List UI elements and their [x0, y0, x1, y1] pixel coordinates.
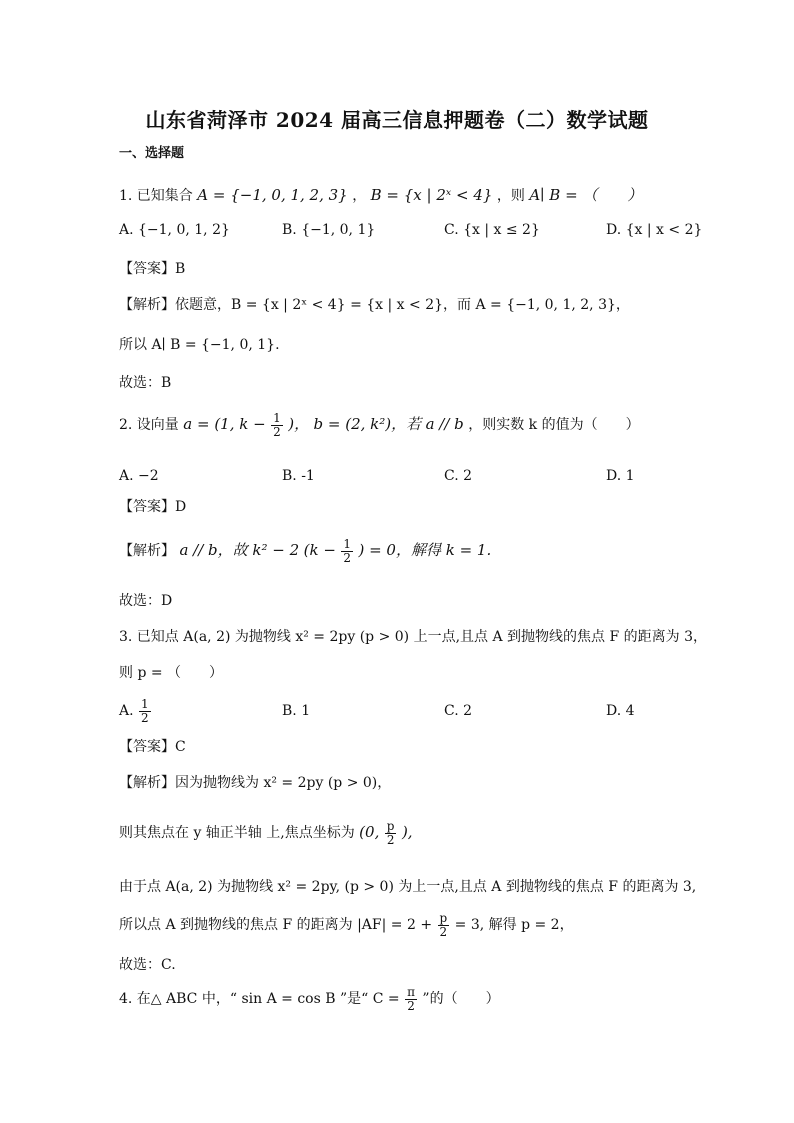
q3-analysis-2-post: ), [401, 823, 413, 842]
q4-frac-den: 2 [407, 998, 415, 1013]
q3-analysis-4 [119, 912, 574, 938]
q3-conclusion: 故选：C. [119, 957, 176, 973]
page-title: 山东省菏泽市 2024 届高三信息押题卷（二）数学试题 [145, 108, 649, 132]
q3-option-a-fraction [139, 698, 151, 724]
q3-option-a-num: 1 [141, 697, 149, 711]
q1-analysis-2: 所以 A∣ B = {−1, 0, 1}. [119, 337, 280, 353]
q4-fraction [405, 986, 417, 1012]
q3-analysis-4-num: p [439, 911, 448, 925]
q2-vec-b: b = (2, k²)，若 [313, 415, 422, 434]
q3-analysis-4-den: 2 [439, 924, 448, 939]
question-3-stem-2: 则 p = （ ） [119, 665, 224, 681]
q2-analysis-frac-num: 1 [343, 537, 351, 551]
q1-set-a: A = {−1, 0, 1, 2, 3} [197, 186, 348, 204]
q1-option-d: D. {x | x < 2} [606, 222, 703, 238]
q2-fraction [271, 412, 283, 438]
q3-analysis-2-num: p [386, 819, 395, 833]
q4-stem-pre: 4. 在△ ABC 中，“ sin A = cos B ”是“ C = [119, 991, 400, 1008]
q1-option-b: B. {−1, 0, 1} [282, 222, 376, 238]
q2-analysis [119, 538, 491, 564]
q2-option-a: A. −2 [119, 468, 159, 484]
q2-option-d: D. 1 [606, 468, 635, 484]
q3-answer: 【答案】C [119, 739, 186, 755]
q2-analysis-pre: 【解析】 [119, 543, 175, 560]
q1-ask: A∣ B = （ ） [529, 186, 643, 204]
q2-analysis-frac-pre: (k − [303, 541, 336, 560]
q4-frac-num: π [407, 985, 415, 999]
q2-option-c: C. 2 [444, 468, 473, 484]
q3-analysis-1: 【解析】因为抛物线为 x² = 2py (p > 0)， [119, 775, 392, 791]
q1-set-b: B = {x | 2ˣ < 4} [370, 186, 493, 204]
q1-stem-a: 1. 已知集合 [119, 188, 193, 204]
q3-analysis-4-pre: 所以点 A 到抛物线的焦点 F 的距离为 |AF| = 2 + [119, 917, 433, 934]
q4-stem-post: ”的（ ） [422, 991, 500, 1008]
q2-parallel: a // b [425, 415, 464, 434]
q3-analysis-4-post: = 3, 解得 p = 2， [454, 917, 574, 934]
q2-stem-a: 2. 设向量 [119, 417, 179, 434]
q3-option-d: D. 4 [606, 703, 635, 719]
q2-stem-b: ，则实数 k 的值为（ ） [468, 417, 640, 434]
question-2-stem [119, 412, 640, 438]
q2-analysis-frac-den: 2 [343, 550, 351, 565]
q3-analysis-2-fraction [385, 820, 397, 846]
q1-conclusion: 故选：B [119, 375, 172, 391]
q3-option-a-den: 2 [141, 710, 149, 725]
question-1-stem [119, 186, 642, 206]
q3-analysis-4-fraction [438, 912, 450, 938]
section-heading: 一、选择题 [119, 146, 185, 161]
q3-analysis-2-pre: 则其焦点在 y 轴正半轴 上,焦点坐标为 [119, 825, 355, 842]
q3-option-a-label: A. [119, 703, 134, 720]
q2-analysis-fraction [341, 538, 353, 564]
q1-sep: ， [352, 188, 367, 204]
q2-analysis-post: ) = 0，解得 k = 1. [358, 541, 492, 560]
q3-option-b: B. 1 [282, 703, 311, 719]
q2-analysis-mid: a // b，故 k² − 2 [179, 541, 300, 560]
q3-analysis-2 [119, 820, 413, 846]
q2-conclusion: 故选：D [119, 593, 173, 609]
q1-option-c: C. {x | x ≤ 2} [444, 222, 540, 238]
q2-vec-a-post: )， [288, 415, 310, 434]
q2-answer: 【答案】D [119, 499, 187, 515]
q2-option-b: B. -1 [282, 468, 315, 484]
q3-analysis-2-frac-pre: (0, [359, 823, 380, 842]
question-4-stem [119, 986, 500, 1012]
q3-option-a [119, 698, 152, 724]
q2-frac-num: 1 [273, 411, 281, 425]
q3-analysis-2-den: 2 [386, 832, 395, 847]
q3-analysis-3: 由于点 A(a, 2) 为抛物线 x² = 2py, (p > 0) 为上一点,且点 A 到抛物线的焦点 F 的距离为 3, [119, 879, 697, 895]
q1-analysis-1: 【解析】依题意，B = {x | 2ˣ < 4} = {x | x < 2}，而 A = {−1, 0, 1, 2, 3}， [119, 297, 630, 313]
q1-option-a: A. {−1, 0, 1, 2} [119, 222, 230, 238]
q2-vec-a-pre: a = (1, k − [183, 415, 266, 434]
question-3-stem-1: 3. 已知点 A(a, 2) 为抛物线 x² = 2py (p > 0) 上一点,且点 A 到抛物线的焦点 F 的距离为 3， [119, 629, 708, 645]
q1-answer: 【答案】B [119, 261, 186, 277]
q3-option-c: C. 2 [444, 703, 473, 719]
q2-frac-den: 2 [273, 424, 281, 439]
q1-stem-b: ，则 [496, 188, 525, 204]
